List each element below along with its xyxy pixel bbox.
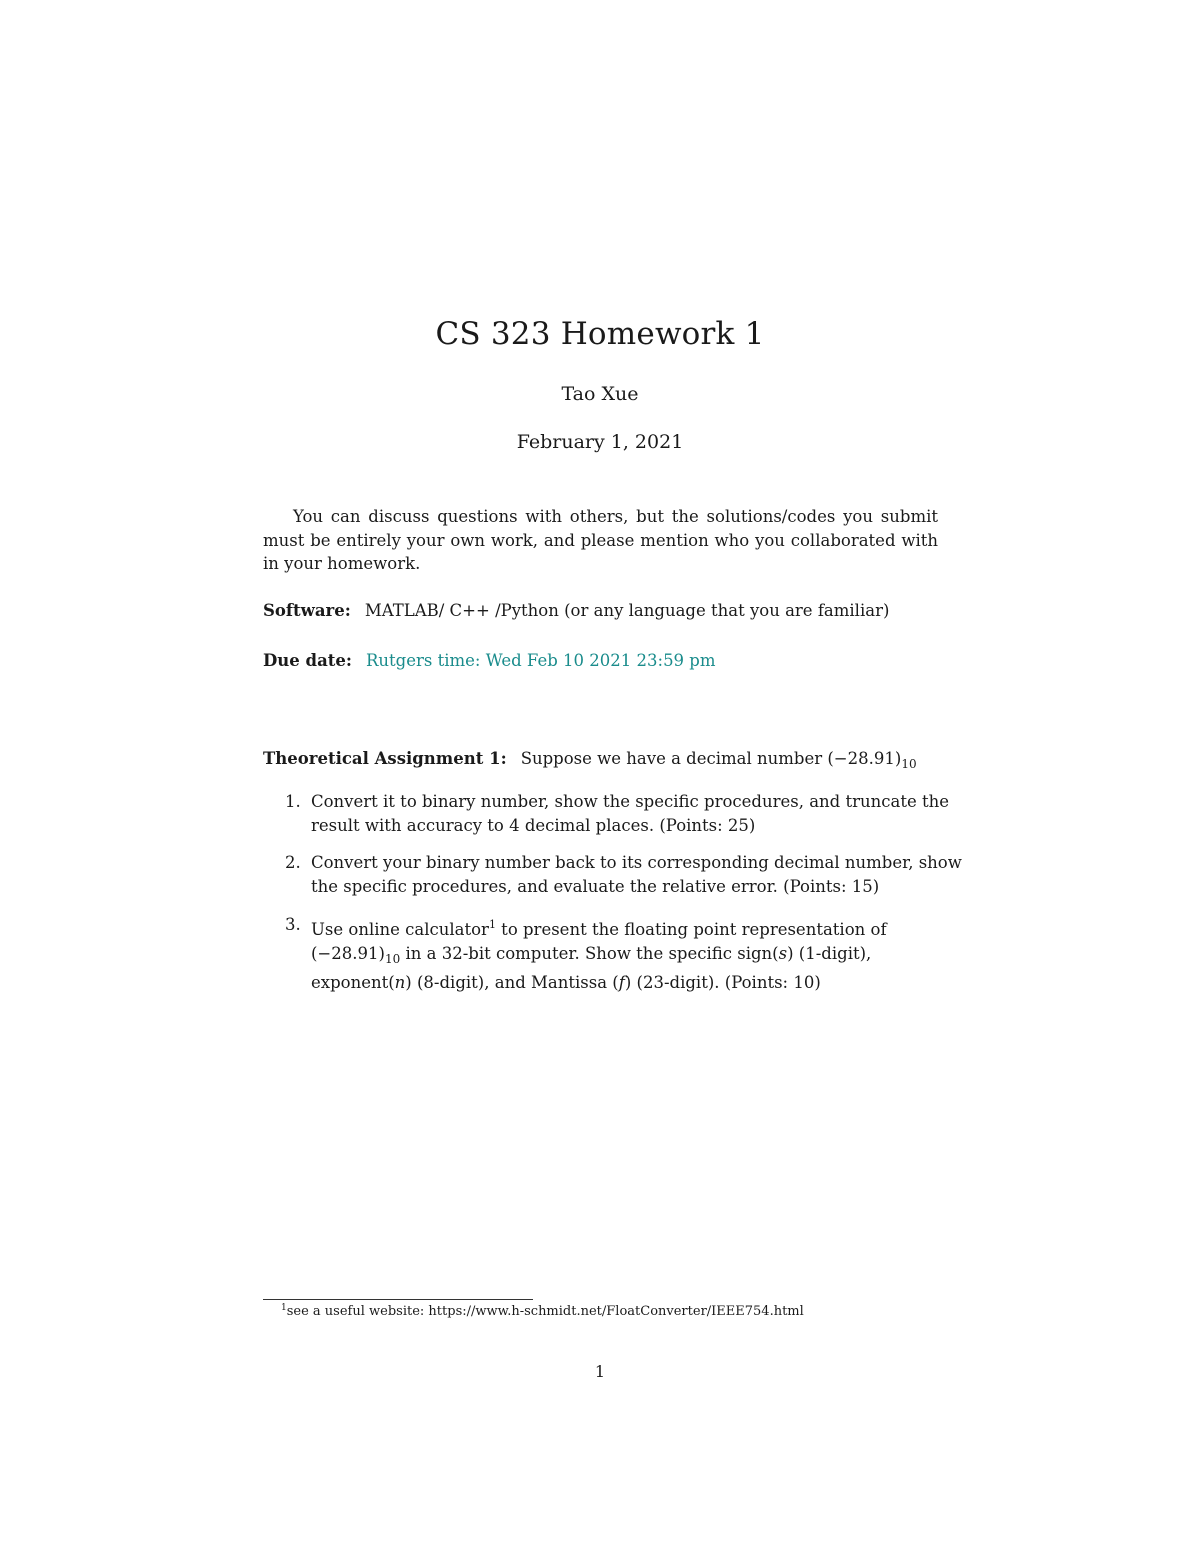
list-item-text (311, 913, 971, 995)
document-date: February 1, 2021 (516, 431, 684, 453)
document-title: CS 323 Homework 1 (435, 316, 765, 352)
software-value: MATLAB/ C++ /Python (or any language that you are familiar) (364, 601, 890, 620)
list-item-number: 2. (285, 853, 301, 872)
assignment-prompt-subscript: 10 (901, 757, 917, 771)
footnote-reference[interactable]: 1 (488, 918, 496, 931)
due-date-link[interactable]: Rutgers time: Wed Feb 10 2021 23:59 pm (366, 651, 716, 670)
list-item-text-part: ) (1-digit), exponent( (311, 943, 872, 992)
software-label: Software: (263, 601, 351, 620)
footnote-text[interactable]: see a useful website: https://www.h-schmidt.net/FloatConverter/IEEE754.html (286, 1304, 804, 1319)
list-item-text-part: to present the floating point representation of (−28.91) (311, 920, 887, 963)
list-item-text-part: ) (23-digit). (Points: 10) (624, 973, 821, 992)
due-date-line (263, 651, 963, 670)
number-subscript: 10 (384, 951, 401, 966)
list-item-text-part: in a 32-bit computer. Show the specific sign( (400, 943, 779, 963)
footnote-mark: 1 (281, 1303, 287, 1313)
assignment-prompt: Suppose we have a decimal number (−28.91) (520, 749, 902, 768)
list-item-text-part: Use online calculator (311, 920, 489, 939)
list-item-text: Convert it to binary number, show the specific procedures, and truncate the result with accuracy to 4 decimal places. (Points: 25) (311, 792, 949, 835)
list-item-number: 3. (285, 915, 301, 934)
footnote (281, 1303, 981, 1319)
assignment-heading (263, 749, 983, 771)
list-item-text: Convert your binary number back to its corresponding decimal number, show the specific procedures, and evaluate the relative error. (Points: 15) (311, 853, 962, 896)
due-date-label: Due date: (263, 651, 352, 670)
list-item-text-part: ) (8-digit), and Mantissa ( (405, 973, 619, 992)
assignment-label: Theoretical Assignment 1: (263, 749, 507, 768)
math-variable-s: s (778, 943, 788, 963)
math-variable-f: f (618, 973, 625, 992)
intro-paragraph: You can discuss questions with others, but the solutions/codes you submit must be entirely your own work, and please mention who you collaborated with in your homework. (263, 507, 938, 573)
software-line (263, 601, 963, 620)
page-number: 1 (594, 1362, 606, 1381)
author-name: Tao Xue (561, 383, 639, 405)
list-item-number: 1. (285, 792, 301, 811)
footnote-rule (263, 1299, 533, 1300)
math-variable-n: n (394, 973, 406, 992)
